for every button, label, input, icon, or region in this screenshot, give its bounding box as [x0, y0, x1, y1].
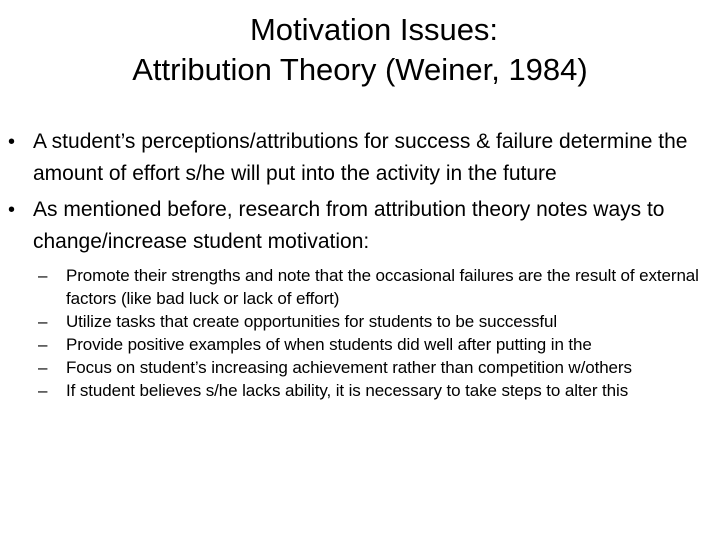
sub-bullet-marker: – [38, 358, 48, 377]
sub-bullet-item [0, 379, 710, 402]
bullet-marker: • [8, 131, 16, 153]
sub-bullet-marker: – [38, 381, 48, 400]
sub-bullet-text: Provide positive examples of when students did well after putting in the [66, 335, 592, 354]
sub-bullet-text: Utilize tasks that create opportunities for students to be successful [66, 312, 558, 331]
sub-bullet-marker: – [38, 266, 48, 285]
title-line-1: Motivation Issues: [249, 12, 499, 47]
sub-bullet-marker: – [38, 335, 48, 354]
bullet-text: A student’s perceptions/attributions for success & failure determine the amount of effort s/he will put into the activity in the future [33, 130, 688, 185]
bullet-marker: • [8, 199, 16, 221]
sub-bullet-item [0, 310, 710, 333]
sub-bullet-marker: – [38, 312, 48, 331]
sub-bullet-text: Focus on student’s increasing achievement rather than competition w/others [66, 358, 632, 377]
bullet-text: As mentioned before, research from attribution theory notes ways to change/increase student motivation: [33, 198, 665, 253]
sub-bullet-list [0, 264, 720, 402]
sub-bullet-text: Promote their strengths and note that the occasional failures are the result of external factors (like bad luck or lack of effort) [66, 266, 699, 308]
sub-bullet-item [0, 356, 710, 379]
bullet-list [0, 126, 720, 402]
slide-title [40, 10, 680, 90]
sub-bullet-item [0, 264, 710, 310]
bullet-item [0, 194, 712, 258]
bullet-item [0, 126, 712, 190]
sub-bullet-text: If student believes s/he lacks ability, it is necessary to take steps to alter this [66, 381, 629, 400]
title-line-2: Attribution Theory (Weiner, 1984) [132, 52, 588, 87]
sub-bullet-item [0, 333, 710, 356]
